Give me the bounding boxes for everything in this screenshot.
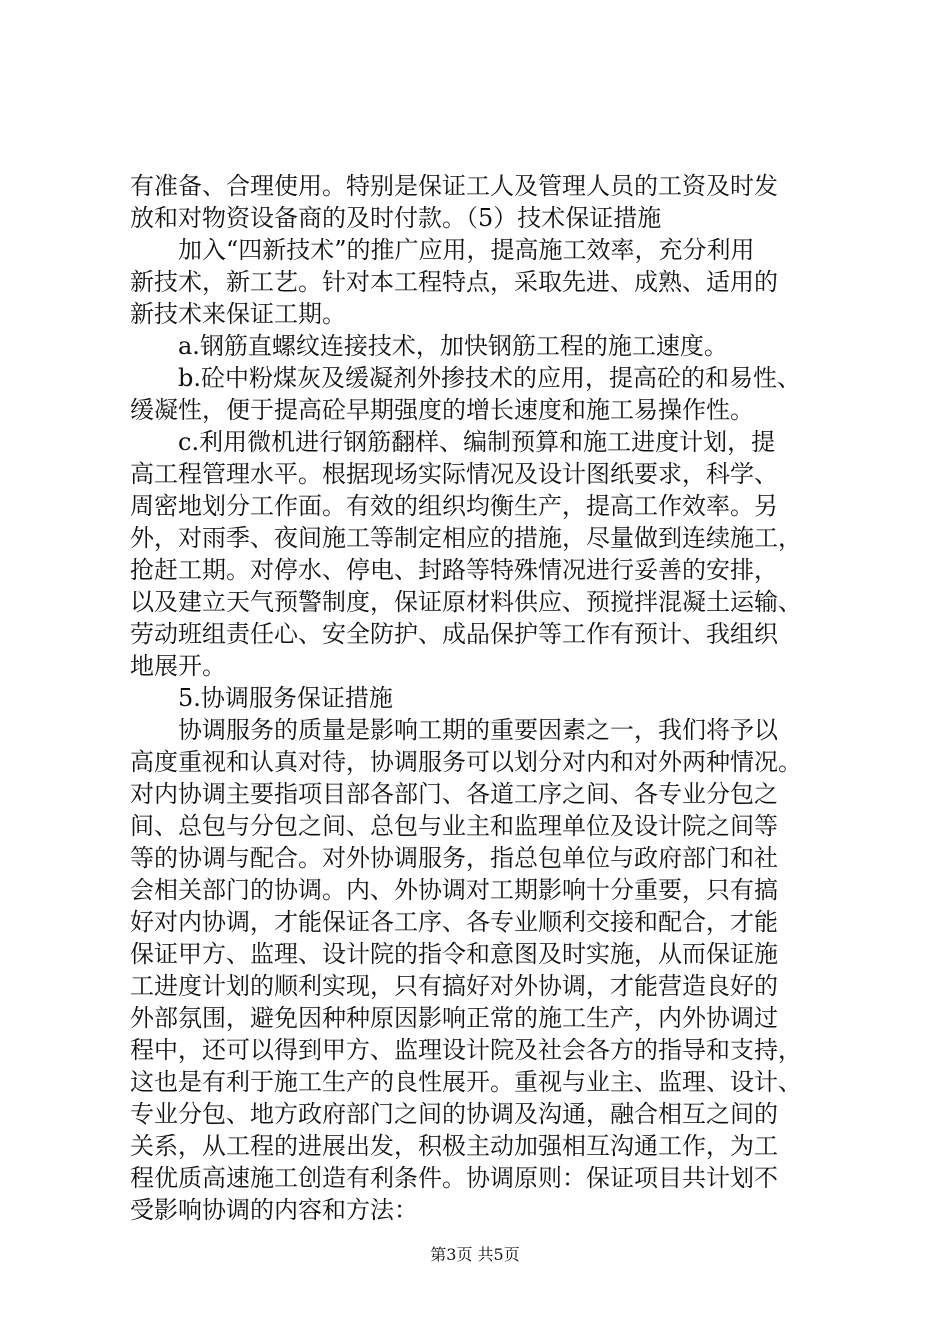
text-line: 对内协调主要指项目部各部门、各道工序之间、各专业分包之 [130,780,778,808]
text-line: 外部氛围，避免因种种原因影响正常的施工生产，内外协调过 [130,1004,778,1032]
text-line: 这也是有利于施工生产的良性展开。重视与业主、监理、设计、 [130,1068,802,1096]
text-line: 有准备、合理使用。特别是保证工人及管理人员的工资及时发 [130,172,778,200]
text-line: 以及建立天气预警制度，保证原材料供应、预搅拌混凝土运输、 [130,588,802,616]
text-line: 程优质高速施工创造有利条件。协调原则：保证项目共计划不 [130,1164,778,1192]
text-line: 受影响协调的内容和方法： [130,1196,418,1224]
text-line: 劳动班组责任心、安全防护、成品保护等工作有预计、我组织 [130,620,778,648]
text-line: 缓凝性，便于提高砼早期强度的增长速度和施工易操作性。 [130,396,754,424]
text-line: 加入“四新技术”的推广应用，提高施工效率，充分利用 [178,236,755,264]
text-line: 周密地划分工作面。有效的组织均衡生产，提高工作效率。另 [130,492,778,520]
text-line: 新技术，新工艺。针对本工程特点，采取先进、成熟、适用的 [130,268,778,296]
text-line: 地展开。 [130,652,226,680]
text-line: 外，对雨季、夜间施工等制定相应的措施，尽量做到连续施工， [130,524,802,552]
text-line: 抢赶工期。对停水、停电、封路等特殊情况进行妥善的安排， [130,556,778,584]
text-line: 高度重视和认真对待，协调服务可以划分对内和对外两种情况。 [130,748,802,776]
text-line: 等的协调与配合。对外协调服务，指总包单位与政府部门和社 [130,844,778,872]
document-body [130,170,830,1226]
text-line: 专业分包、地方政府部门之间的协调及沟通，融合相互之间的 [130,1100,778,1128]
text-line: 好对内协调，才能保证各工序、各专业顺利交接和配合，才能 [130,908,778,936]
page-number-footer: 第3页 共5页 [430,1245,520,1264]
section-heading: 5.协调服务保证措施 [178,684,393,712]
text-line: 协调服务的质量是影响工期的重要因素之一，我们将予以 [178,716,778,744]
text-line: 工进度计划的顺利实现，只有搞好对外协调，才能营造良好的 [130,972,778,1000]
text-line: 放和对物资设备商的及时付款。（5）技术保证措施 [130,204,662,232]
text-line: 程中，还可以得到甲方、监理设计院及社会各方的指导和支持， [130,1036,802,1064]
text-line: 保证甲方、监理、设计院的指令和意图及时实施，从而保证施 [130,940,778,968]
text-line: b.砼中粉煤灰及缓凝剂外掺技术的应用，提高砼的和易性、 [178,364,801,392]
text-line: a.钢筋直螺纹连接技术，加快钢筋工程的施工速度。 [178,332,728,360]
text-line: 会相关部门的协调。内、外协调对工期影响十分重要，只有搞 [130,876,778,904]
text-line: 关系，从工程的进展出发，积极主动加强相互沟通工作，为工 [130,1132,778,1160]
text-line: 高工程管理水平。根据现场实际情况及设计图纸要求，科学、 [130,460,778,488]
text-line: 新技术来保证工期。 [130,300,346,328]
text-line: c.利用微机进行钢筋翻样、编制预算和施工进度计划，提 [178,428,776,456]
text-line: 间、总包与分包之间、总包与业主和监理单位及设计院之间等 [130,812,778,840]
